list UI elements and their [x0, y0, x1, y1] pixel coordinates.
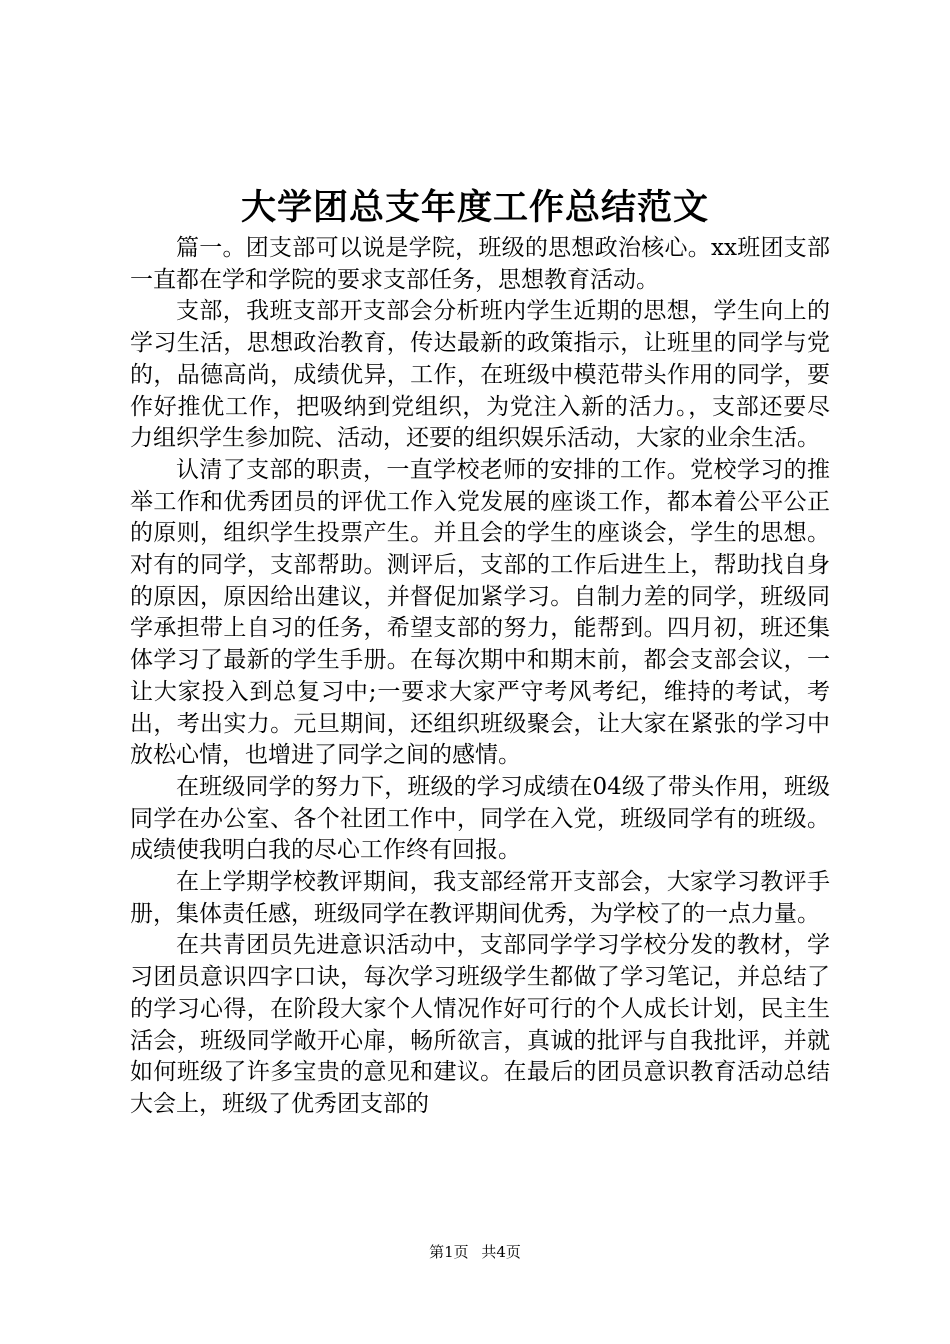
document-body	[130, 233, 830, 1121]
page-number: 第1页	[429, 1243, 469, 1261]
paragraph: 篇一。团支部可以说是学院，班级的思想政治核心。xx班团支部一直都在学和学院的要求支部任务，思想教育活动。	[130, 235, 830, 293]
document-title: 大学团总支年度工作总结范文	[240, 187, 709, 228]
paragraph: 在共青团员先进意识活动中，支部同学学习学校分发的教材，学习团员意识四字口诀，每次学习班级学生都做了学习笔记，并总结了的学习心得，在阶段大家个人情况作好可行的个人成长计划，民主生活会，班级同学敞开心扉，畅所欲言，真诚的批评与自我批评，并就如何班级了许多宝贵的意见和建议。在最后的团员意识教育活动总结大会上，班级了优秀团支部的	[130, 932, 830, 1117]
paragraph: 认清了支部的职责，一直学校老师的安排的工作。党校学习的推举工作和优秀团员的评优工作入党发展的座谈工作，都本着公平公正的原则，组织学生投票产生。并且会的学生的座谈会，学生的思想。对有的同学，支部帮助。测评后，支部的工作后进生上，帮助找自身的原因，原因给出建议，并督促加紧学习。自制力差的同学，班级同学承担带上自习的任务，希望支部的努力，能帮到。四月初，班还集体学习了最新的学生手册。在每次期中和期末前，都会支部会议，一让大家投入到总复习中;一要求大家严守考风考纪，维持的考试，考出，考出实力。元旦期间，还组织班级聚会，让大家在紧张的学习中放松心情，也增进了同学之间的感情。	[130, 456, 830, 769]
paragraph: 在上学期学校教评期间，我支部经常开支部会，大家学习教评手册，集体责任感，班级同学在教评期间优秀，为学校了的一点力量。	[130, 869, 830, 927]
page-total: 共4页	[481, 1243, 521, 1261]
page-footer	[0, 1240, 950, 1264]
paragraph: 支部，我班支部开支部会分析班内学生近期的思想，学生向上的学习生活，思想政治教育，传达最新的政策指示，让班里的同学与党的，品德高尚，成绩优异，工作，在班级中模范带头作用的同学，要作好推优工作，把吸纳到党组织，为党注入新的活力。，支部还要尽力组织学生参加院、活动，还要的组织娱乐活动，大家的业余生活。	[130, 298, 830, 452]
paragraph: 在班级同学的努力下，班级的学习成绩在04级了带头作用，班级同学在办公室、各个社团工作中，同学在入党，班级同学有的班级。成绩使我明白我的尽心工作终有回报。	[130, 773, 830, 864]
